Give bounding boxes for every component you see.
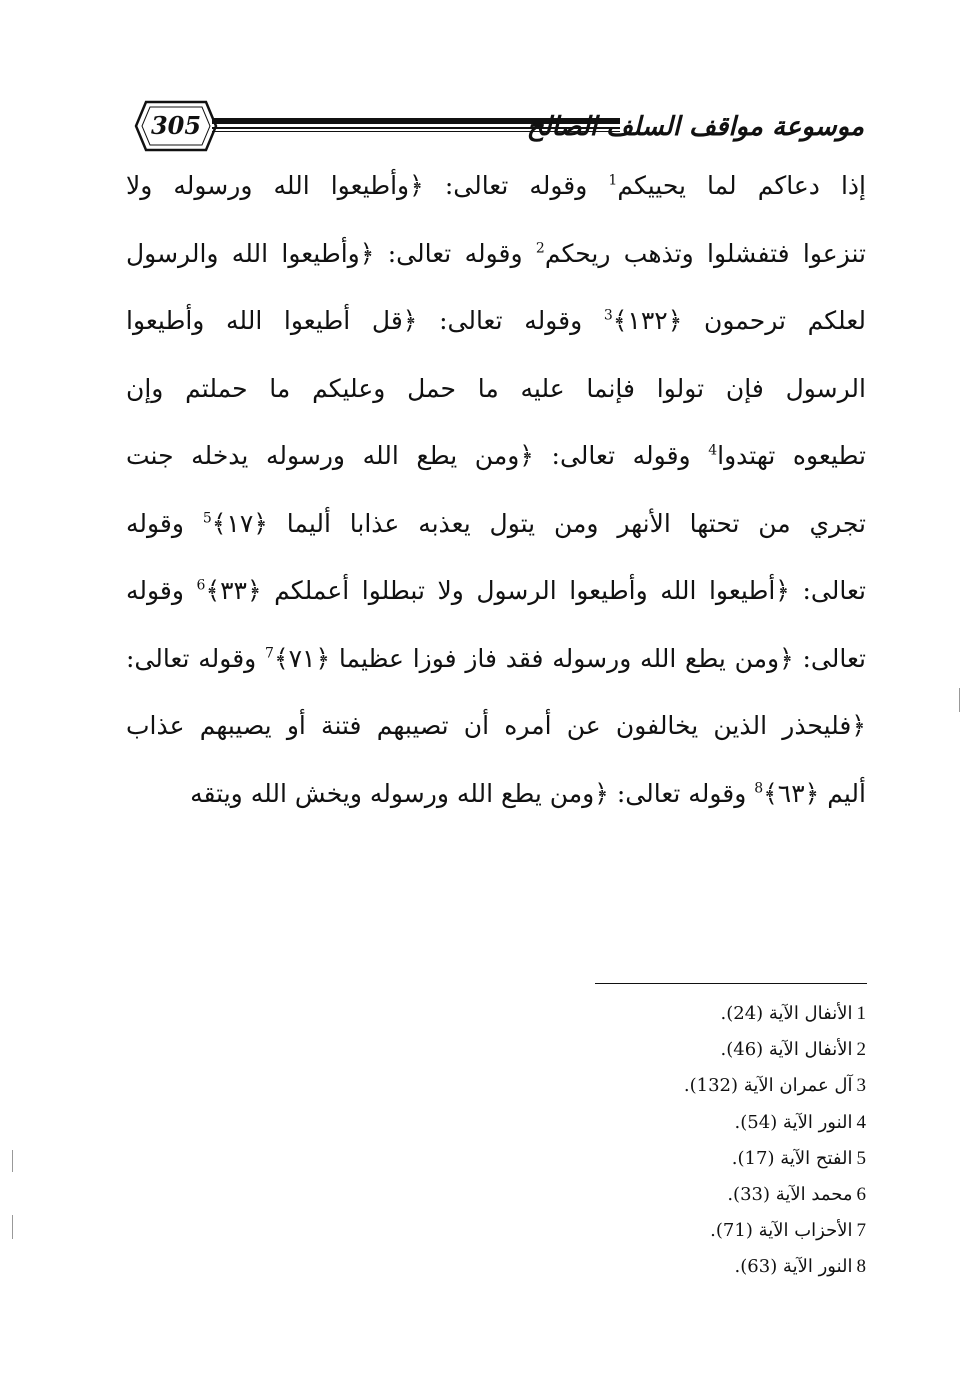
page-number-badge [134,100,218,152]
body-line: تعالى: ﴿ومن يطع الله ورسوله فقد فاز فوزا عظيما ﴿٧١﴾$^7$ وقوله تعالى: [126,643,867,673]
body-line: الرسول فإن تولوا فإنما عليه ما حمل وعليكم ما حملتم وإن [126,373,866,403]
footnote: 3آل عمران الآية (132). [683,1075,866,1097]
footnote-ref: 5 [202,510,212,527]
body-line: تنزعوا فتفشلوا وتذهب ريحكم$^2$ وقوله تعالى: ﴿وأطيعوا الله والرسول [126,238,866,268]
page-number: 305 [150,111,202,140]
body-line: أليم ﴿٦٣﴾$^8$ وقوله تعالى: ﴿ومن يطع الله ورسوله ويخش الله ويتقه [190,778,866,808]
scan-mark [959,688,960,712]
footnote-ref: 8 [754,780,764,797]
footnote: 7الأحزاب الآية (71). [710,1220,866,1242]
body-line: إذا دعاكم لما يحييكم$^1$ وقوله تعالى: ﴿وأطيعوا الله ورسوله ولا [126,171,866,200]
footnote-separator [595,983,867,984]
footnote: 2الأنفال الآية (46). [720,1039,866,1061]
body-line: لعلكم ترحمون ﴿١٣٢﴾$^3$ وقوله تعالى: ﴿قل أطيعوا الله وأطيعوا [126,306,866,335]
footnote-ref: 1 [608,172,618,189]
footnote: 5الفتح الآية (17). [731,1147,866,1169]
footnote-ref: 4 [708,442,718,459]
footnote: 6محمد الآية (33). [727,1183,866,1205]
body-line: تعالى: ﴿أطيعوا الله وأطيعوا الرسول ولا تبطلوا أعملكم ﴿٣٣﴾$^6$ وقوله [126,576,867,605]
body-line: ﴿فليحذر الذين يخالفون عن أمره أن تصيبهم فتنة أو يصيبهم عذاب [126,711,866,740]
footnote: 8النور الآية (63). [734,1256,866,1278]
footnote-ref: 6 [196,577,206,594]
footnotes [500,996,866,1286]
scan-mark [12,1215,13,1239]
footnote: 1الأنفال الآية (24). [720,1003,866,1024]
body-line: تطيعوه تهتدوا$^4$ وقوله تعالى: ﴿ومن يطع الله ورسوله يدخله جنت [126,441,867,470]
body-text [126,152,866,827]
footnote-ref: 2 [535,240,545,257]
footnote: 4النور الآية (54). [734,1111,866,1133]
body-line: تجري من تحتها الأنهر ومن يتول يعذبه عذابا أليما ﴿١٧﴾$^5$ وقوله [126,508,867,538]
footnote-ref: 3 [603,307,613,324]
footnote-ref: 7 [265,645,274,662]
scan-mark [12,1150,13,1172]
series-title: موسوعة مواقف السلف الصالح [526,112,864,142]
